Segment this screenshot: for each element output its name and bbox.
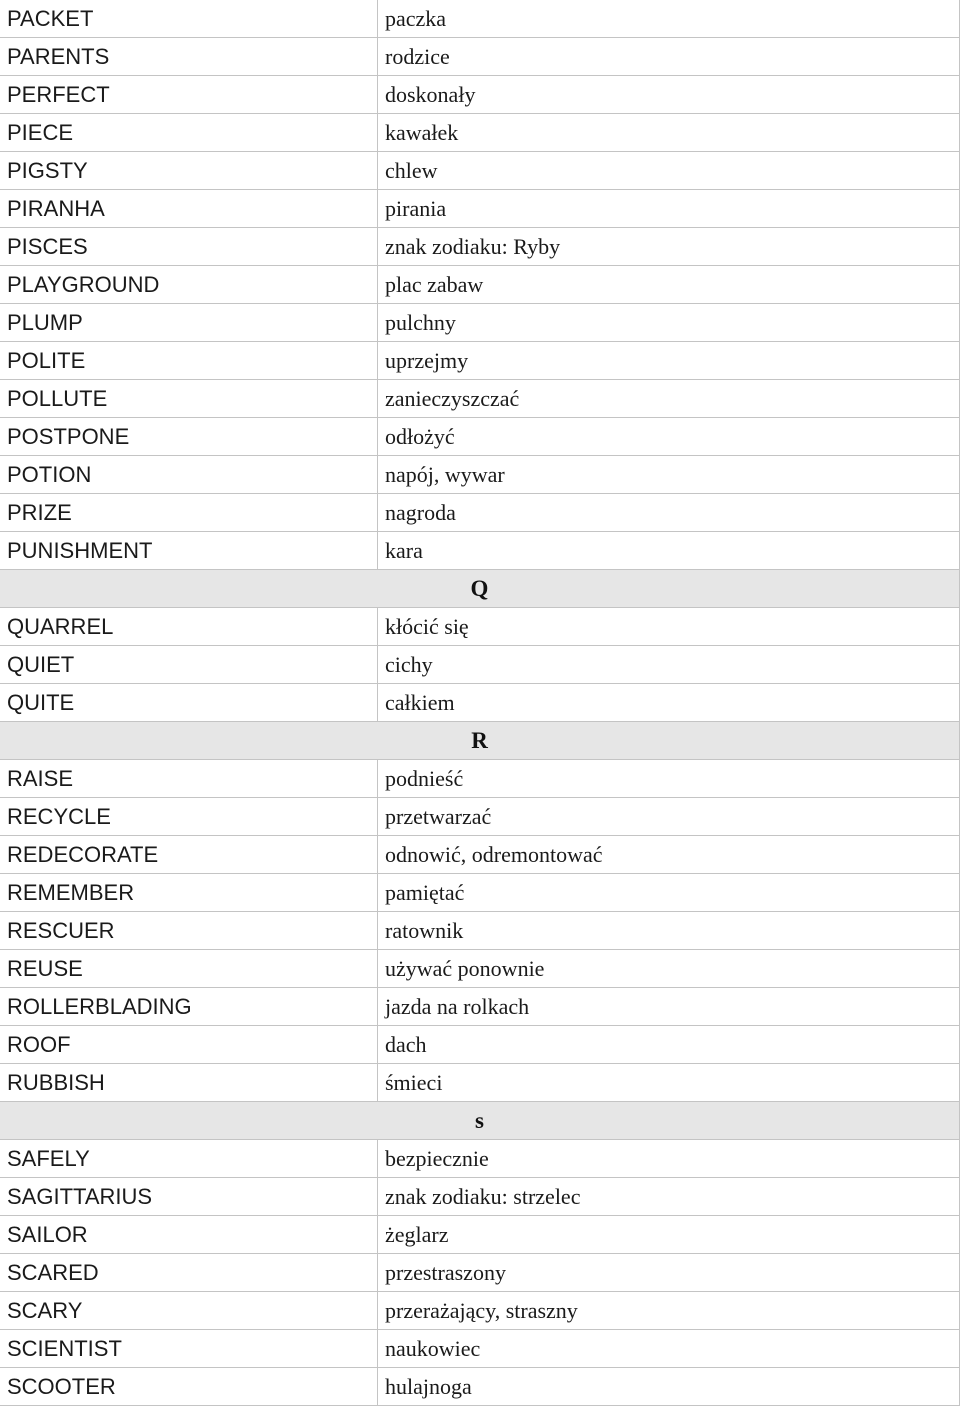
vocab-row xyxy=(0,760,960,798)
polish-translation: dach xyxy=(378,1026,960,1064)
vocab-row xyxy=(0,646,960,684)
polish-translation: podnieść xyxy=(378,760,960,798)
vocab-row xyxy=(0,1140,960,1178)
polish-translation: naukowiec xyxy=(378,1330,960,1368)
polish-translation: przetwarzać xyxy=(378,798,960,836)
english-word: PIGSTY xyxy=(0,152,378,190)
polish-translation: chlew xyxy=(378,152,960,190)
vocab-row xyxy=(0,1178,960,1216)
english-word: RESCUER xyxy=(0,912,378,950)
english-word: REUSE xyxy=(0,950,378,988)
vocab-row xyxy=(0,380,960,418)
letter-section-header xyxy=(0,722,960,760)
vocab-row xyxy=(0,1254,960,1292)
english-word: POTION xyxy=(0,456,378,494)
english-word: PLUMP xyxy=(0,304,378,342)
polish-translation: całkiem xyxy=(378,684,960,722)
polish-translation: używać ponownie xyxy=(378,950,960,988)
vocab-row xyxy=(0,152,960,190)
polish-translation: doskonały xyxy=(378,76,960,114)
english-word: QUIET xyxy=(0,646,378,684)
letter-section-header xyxy=(0,570,960,608)
english-word: PARENTS xyxy=(0,38,378,76)
vocab-row xyxy=(0,456,960,494)
vocab-row xyxy=(0,266,960,304)
polish-translation: odnowić, odremontować xyxy=(378,836,960,874)
english-word: PERFECT xyxy=(0,76,378,114)
polish-translation: kawałek xyxy=(378,114,960,152)
vocab-row xyxy=(0,684,960,722)
polish-translation: pamiętać xyxy=(378,874,960,912)
section-letter: Q xyxy=(0,570,960,608)
english-word: PRIZE xyxy=(0,494,378,532)
english-word: REDECORATE xyxy=(0,836,378,874)
vocab-row xyxy=(0,190,960,228)
polish-translation: śmieci xyxy=(378,1064,960,1102)
english-word: QUITE xyxy=(0,684,378,722)
english-word: REMEMBER xyxy=(0,874,378,912)
english-word: SAILOR xyxy=(0,1216,378,1254)
vocab-row xyxy=(0,1026,960,1064)
letter-section-header xyxy=(0,1102,960,1140)
english-word: RUBBISH xyxy=(0,1064,378,1102)
english-word: PIRANHA xyxy=(0,190,378,228)
polish-translation: przestraszony xyxy=(378,1254,960,1292)
polish-translation: pulchny xyxy=(378,304,960,342)
english-word: QUARREL xyxy=(0,608,378,646)
section-letter: s xyxy=(0,1102,960,1140)
polish-translation: paczka xyxy=(378,0,960,38)
vocab-row xyxy=(0,874,960,912)
english-word: SCARED xyxy=(0,1254,378,1292)
polish-translation: znak zodiaku: strzelec xyxy=(378,1178,960,1216)
vocab-row xyxy=(0,836,960,874)
english-word: SCIENTIST xyxy=(0,1330,378,1368)
polish-translation: uprzejmy xyxy=(378,342,960,380)
english-word: PACKET xyxy=(0,0,378,38)
vocab-row xyxy=(0,1216,960,1254)
polish-translation: pirania xyxy=(378,190,960,228)
english-word: PUNISHMENT xyxy=(0,532,378,570)
english-word: POSTPONE xyxy=(0,418,378,456)
english-word: SCARY xyxy=(0,1292,378,1330)
vocab-row xyxy=(0,1330,960,1368)
vocab-row xyxy=(0,0,960,38)
polish-translation: ratownik xyxy=(378,912,960,950)
vocab-row xyxy=(0,494,960,532)
vocab-row xyxy=(0,76,960,114)
vocab-row xyxy=(0,304,960,342)
polish-translation: przerażający, straszny xyxy=(378,1292,960,1330)
vocab-row xyxy=(0,114,960,152)
polish-translation: rodzice xyxy=(378,38,960,76)
english-word: POLITE xyxy=(0,342,378,380)
polish-translation: plac zabaw xyxy=(378,266,960,304)
polish-translation: hulajnoga xyxy=(378,1368,960,1406)
vocab-row xyxy=(0,1368,960,1406)
vocab-row xyxy=(0,912,960,950)
vocab-row xyxy=(0,418,960,456)
english-word: RECYCLE xyxy=(0,798,378,836)
polish-translation: napój, wywar xyxy=(378,456,960,494)
vocab-row xyxy=(0,38,960,76)
polish-translation: odłożyć xyxy=(378,418,960,456)
english-word: SAGITTARIUS xyxy=(0,1178,378,1216)
polish-translation: nagroda xyxy=(378,494,960,532)
vocab-row xyxy=(0,608,960,646)
english-word: PIECE xyxy=(0,114,378,152)
vocab-row xyxy=(0,342,960,380)
vocab-row xyxy=(0,1292,960,1330)
english-word: SAFELY xyxy=(0,1140,378,1178)
polish-translation: cichy xyxy=(378,646,960,684)
english-word: ROLLERBLADING xyxy=(0,988,378,1026)
vocab-row xyxy=(0,950,960,988)
english-word: ROOF xyxy=(0,1026,378,1064)
polish-translation: znak zodiaku: Ryby xyxy=(378,228,960,266)
english-word: POLLUTE xyxy=(0,380,378,418)
section-letter: R xyxy=(0,722,960,760)
vocab-row xyxy=(0,1064,960,1102)
english-word: PISCES xyxy=(0,228,378,266)
english-word: SCOOTER xyxy=(0,1368,378,1406)
polish-translation: żeglarz xyxy=(378,1216,960,1254)
english-word: RAISE xyxy=(0,760,378,798)
vocab-row xyxy=(0,798,960,836)
vocab-row xyxy=(0,532,960,570)
vocab-row xyxy=(0,988,960,1026)
polish-translation: jazda na rolkach xyxy=(378,988,960,1026)
polish-translation: bezpiecznie xyxy=(378,1140,960,1178)
polish-translation: kara xyxy=(378,532,960,570)
english-word: PLAYGROUND xyxy=(0,266,378,304)
vocab-row xyxy=(0,228,960,266)
polish-translation: kłócić się xyxy=(378,608,960,646)
polish-translation: zanieczyszczać xyxy=(378,380,960,418)
